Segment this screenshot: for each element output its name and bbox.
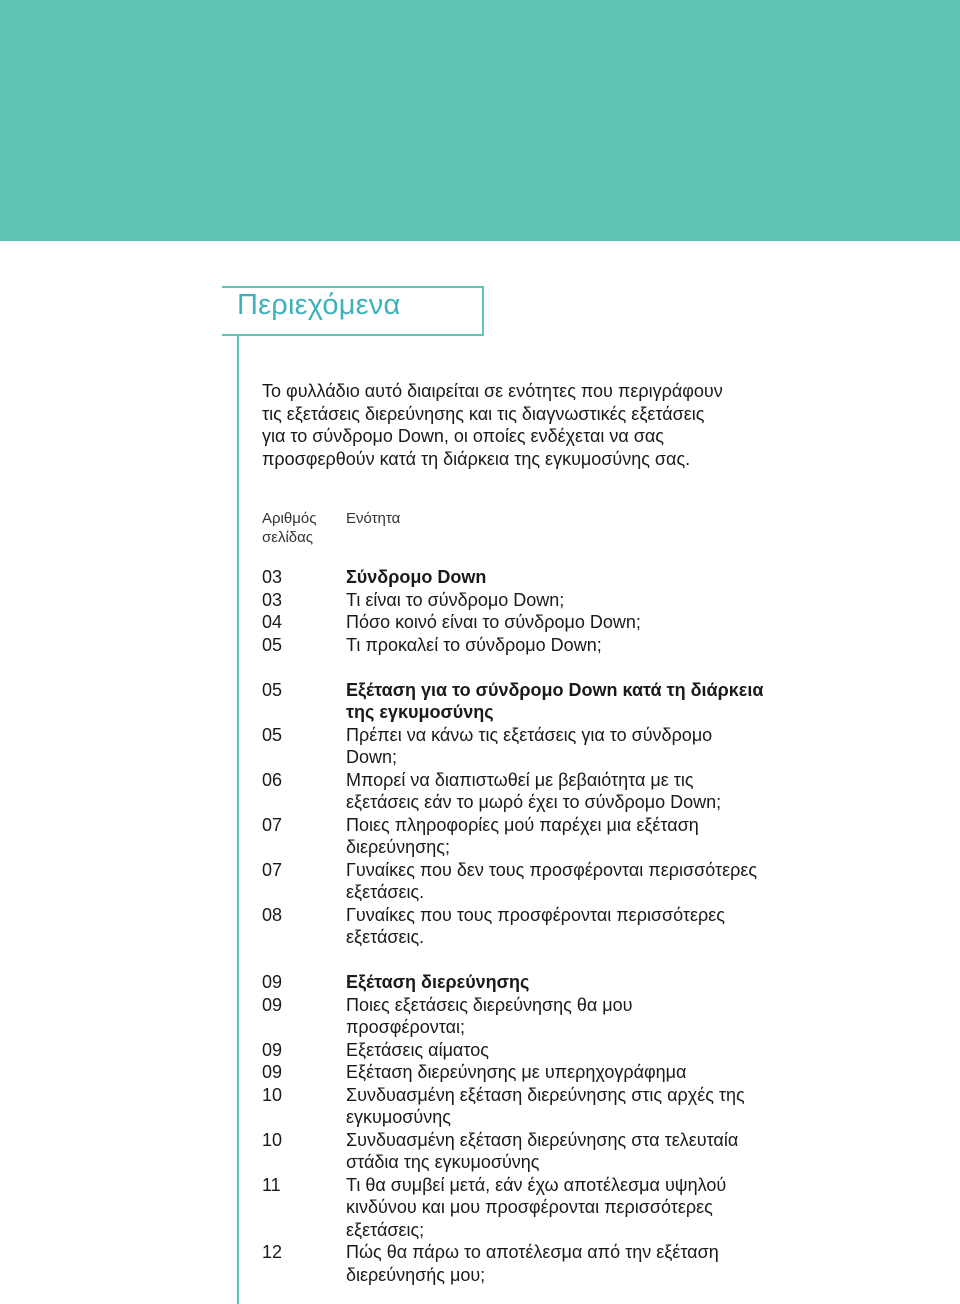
header-color-band	[0, 0, 960, 241]
toc-entry-title	[346, 1241, 886, 1286]
toc-entry[interactable]	[262, 1129, 902, 1174]
toc-entry-line: Τι προκαλεί το σύνδρομο Down;	[346, 634, 602, 655]
toc-entry[interactable]	[262, 634, 902, 657]
toc-entry-line: Σύνδρομο Down	[346, 567, 487, 587]
toc-entry-line: διερεύνησης;	[346, 837, 450, 857]
toc-entry-line: προσφέρονται;	[346, 1017, 465, 1037]
toc-entry-line: εγκυμοσύνης	[346, 1107, 451, 1127]
intro-line: Το φυλλάδιο αυτό διαιρείται σε ενότητες που περιγράφουν	[262, 381, 723, 401]
toc-entry[interactable]	[262, 1174, 902, 1242]
toc-page-number: 10	[262, 1084, 283, 1105]
toc-page-number: 07	[262, 859, 283, 880]
toc-entry-line: Ποιες πληροφορίες μού παρέχει μια εξέταση	[346, 814, 699, 835]
section-gap	[262, 656, 902, 679]
toc-page-number: 05	[262, 634, 283, 655]
toc-entry-title	[346, 769, 886, 814]
toc-entry-line: εξετάσεις.	[346, 882, 425, 902]
table-of-contents	[262, 566, 902, 1286]
toc-entry-title	[346, 904, 886, 949]
toc-entry-title	[346, 1084, 886, 1129]
toc-entry-line: Εξέταση διερεύνησης	[346, 972, 530, 992]
intro-line: τις εξετάσεις διερεύνησης και τις διαγνωστικές εξετάσεις	[262, 403, 705, 424]
toc-page-number: 10	[262, 1129, 283, 1150]
toc-entry-title	[346, 634, 886, 657]
toc-entry-line: Εξέταση διερεύνησης με υπερηχογράφημα	[346, 1062, 687, 1082]
column-header-section	[346, 509, 400, 528]
column-header-section-line: Ενότητα	[346, 510, 401, 527]
toc-page-number: 09	[262, 994, 283, 1015]
toc-entry[interactable]	[262, 1241, 902, 1286]
toc-entry-line: της εγκυμοσύνης	[346, 702, 494, 722]
toc-entry-title	[346, 679, 886, 724]
toc-entry-line: Γυναίκες που δεν τους προσφέρονται περισσότερες	[346, 859, 758, 880]
toc-entry-title	[346, 1039, 886, 1062]
toc-entry[interactable]	[262, 724, 902, 769]
toc-entry[interactable]	[262, 1061, 902, 1084]
toc-entry-line: στάδια της εγκυμοσύνης	[346, 1152, 540, 1172]
toc-page-number: 03	[262, 589, 283, 610]
section-gap	[262, 949, 902, 972]
toc-entry-line: Εξέταση για το σύνδρομο Down κατά τη διάρκεια	[346, 679, 764, 700]
toc-entry-line: κινδύνου και μου προσφέρονται περισσότερες	[346, 1197, 713, 1217]
toc-page-number: 04	[262, 612, 283, 632]
toc-entry-line: Πόσο κοινό είναι το σύνδρομο Down;	[346, 612, 641, 632]
toc-entry-title	[346, 566, 886, 589]
column-header-page	[262, 509, 316, 547]
toc-page-number: 03	[262, 567, 283, 587]
toc-page-number: 09	[262, 972, 283, 992]
toc-entry-line: Ποιες εξετάσεις διερεύνησης θα μου	[346, 994, 633, 1015]
toc-entry[interactable]	[262, 589, 902, 612]
toc-entry[interactable]	[262, 994, 902, 1039]
toc-entry[interactable]	[262, 814, 902, 859]
toc-entry-title	[346, 971, 886, 994]
toc-entry-title	[346, 1129, 886, 1174]
intro-line: για το σύνδρομο Down, οι οποίες ενδέχεται να σας	[262, 426, 664, 446]
toc-page-number: 11	[262, 1174, 281, 1195]
toc-entry[interactable]	[262, 769, 902, 814]
toc-entry-line: Πρέπει να κάνω τις εξετάσεις για το σύνδρομο	[346, 724, 713, 745]
toc-page-number: 09	[262, 1062, 283, 1082]
toc-entry-title	[346, 589, 886, 612]
toc-entry-line: Τι θα συμβεί μετά, εάν έχω αποτέλεσμα υψηλού	[346, 1174, 727, 1195]
toc-entry-title	[346, 611, 886, 634]
toc-section-heading[interactable]	[262, 679, 902, 724]
toc-entry-title	[346, 1061, 886, 1084]
toc-entry-line: Γυναίκες που τους προσφέρονται περισσότερες	[346, 904, 725, 925]
intro-line: προσφερθούν κατά τη διάρκεια της εγκυμοσύνης σας.	[262, 448, 691, 469]
toc-entry[interactable]	[262, 1039, 902, 1062]
toc-entry-title	[346, 724, 886, 769]
toc-page-number: 09	[262, 1039, 283, 1060]
toc-entry[interactable]	[262, 1084, 902, 1129]
toc-entry-line: Τι είναι το σύνδρομο Down;	[346, 589, 565, 610]
column-header-page-line: Αριθμός	[262, 510, 317, 527]
toc-entry-line: Εξετάσεις αίματος	[346, 1039, 489, 1060]
toc-entry-title	[346, 1174, 886, 1242]
toc-entry-line: διερεύνησής μου;	[346, 1264, 486, 1285]
toc-entry-line: Πώς θα πάρω το αποτέλεσμα από την εξέταση	[346, 1242, 719, 1262]
toc-entry[interactable]	[262, 611, 902, 634]
toc-section-heading[interactable]	[262, 566, 902, 589]
toc-page-number: 05	[262, 724, 283, 745]
title-frame-rule	[237, 334, 239, 1304]
toc-page-number: 07	[262, 814, 283, 835]
toc-entry-line: εξετάσεις εάν το μωρό έχει το σύνδρομο Down;	[346, 792, 722, 812]
toc-page-number: 08	[262, 904, 283, 925]
toc-section-heading[interactable]	[262, 971, 902, 994]
column-header-page-line: σελίδας	[262, 529, 314, 546]
toc-entry-line: εξετάσεις.	[346, 927, 425, 947]
toc-page-number: 12	[262, 1242, 283, 1262]
intro-paragraph	[262, 380, 862, 470]
toc-entry-line: Μπορεί να διαπιστωθεί με βεβαιότητα με τις	[346, 769, 694, 790]
toc-page-number: 05	[262, 679, 283, 700]
toc-entry-title	[346, 814, 886, 859]
toc-entry-title	[346, 994, 886, 1039]
toc-entry-title	[346, 859, 886, 904]
toc-entry-line: Συνδυασμένη εξέταση διερεύνησης στις αρχές της	[346, 1084, 745, 1105]
toc-page-number: 06	[262, 769, 283, 790]
toc-entry[interactable]	[262, 904, 902, 949]
toc-entry-line: Down;	[346, 747, 398, 767]
toc-entry-line: εξετάσεις;	[346, 1219, 425, 1240]
toc-entry-line: Συνδυασμένη εξέταση διερεύνησης στα τελευταία	[346, 1129, 739, 1150]
page-title: Περιεχόμενα	[237, 289, 401, 321]
toc-entry[interactable]	[262, 859, 902, 904]
